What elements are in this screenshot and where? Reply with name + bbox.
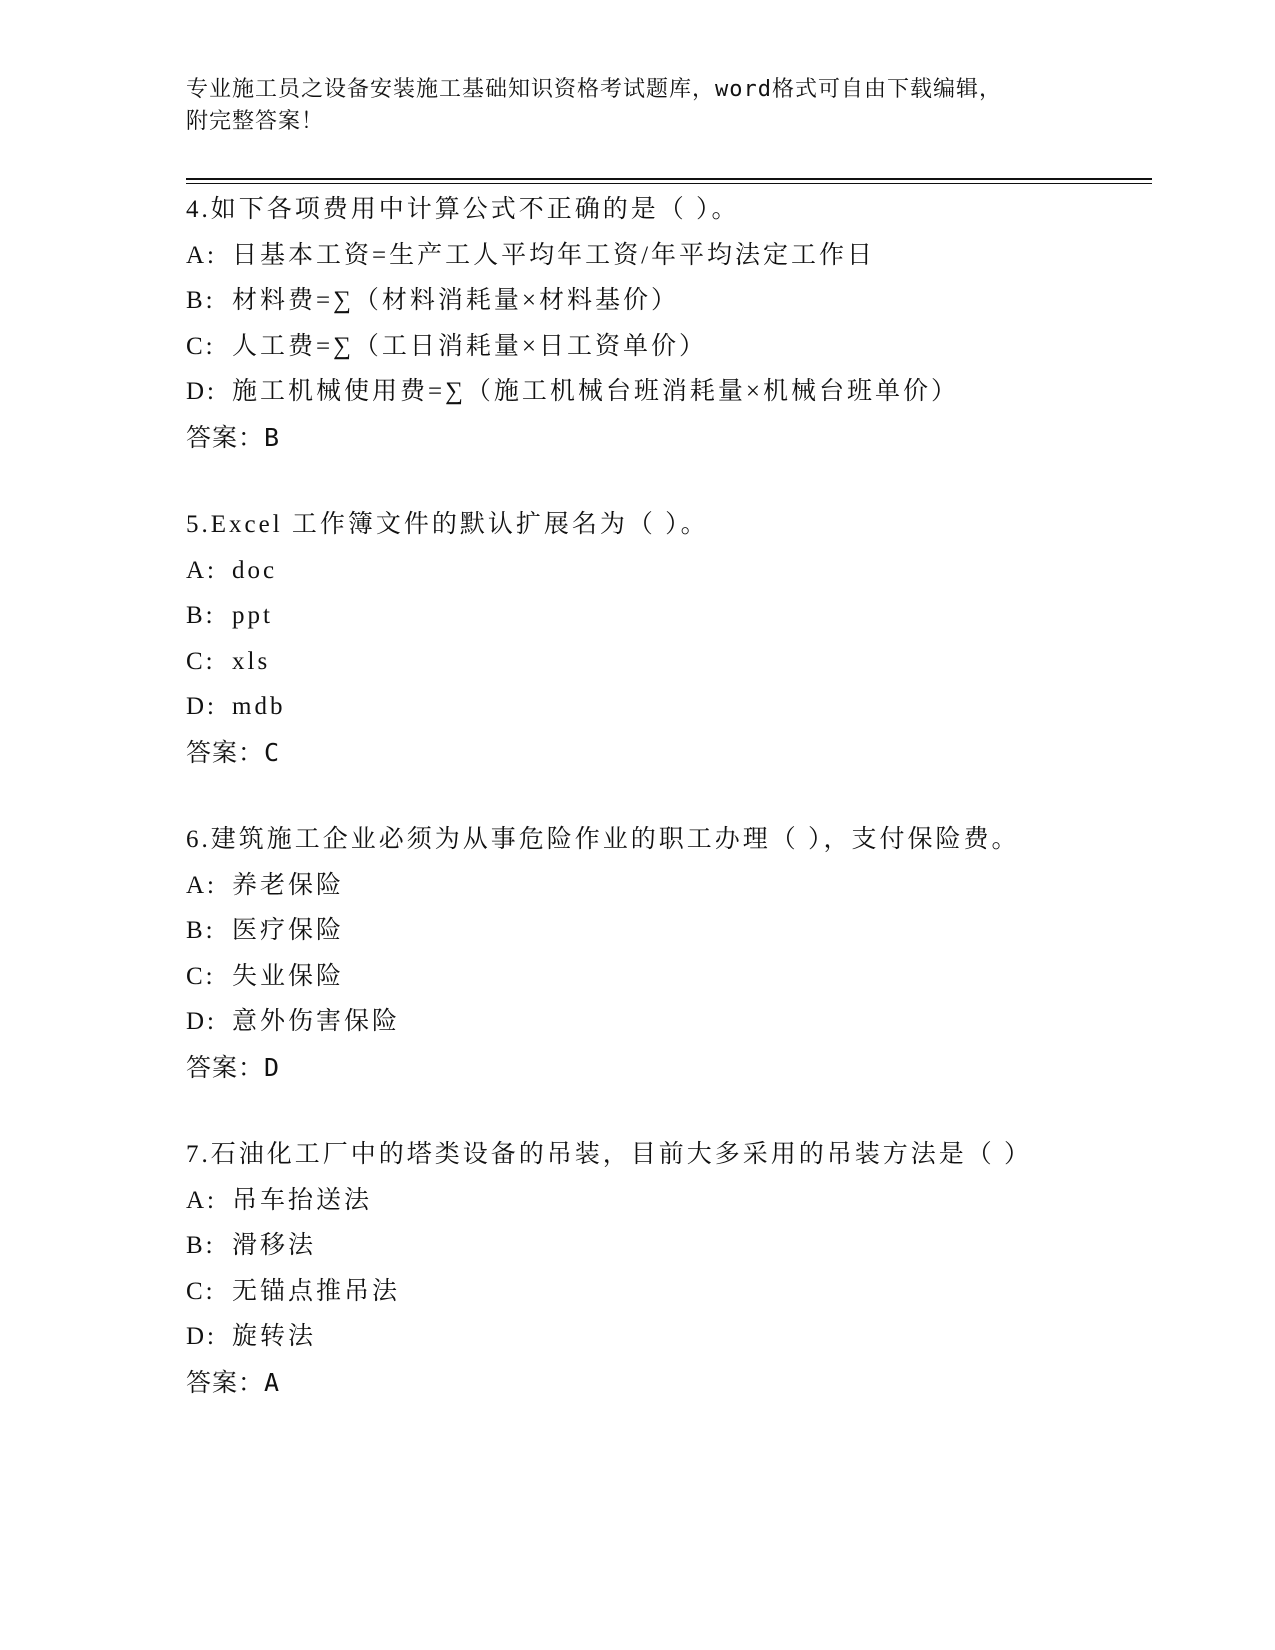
- question-stem: 4.如下各项费用中计算公式不正确的是（ ）。: [186, 196, 740, 223]
- option-c: [186, 639, 1152, 685]
- option-b: [186, 593, 1152, 639]
- option-text: 意外伤害保险: [232, 1008, 401, 1035]
- option-letter: A:: [186, 241, 217, 269]
- answer-line: 答案：C: [186, 737, 281, 767]
- option-d: [186, 999, 1152, 1045]
- option-b: [186, 1223, 1152, 1269]
- option-letter: D:: [186, 1008, 217, 1035]
- header-line-2: 附完整答案！: [186, 109, 325, 134]
- option-text: xls: [232, 647, 271, 675]
- option-text: 旋转法: [232, 1323, 317, 1350]
- question-stem: 6.建筑施工企业必须为从事危险作业的职工办理（ ），支付保险费。: [186, 826, 1020, 853]
- header-line-1: 专业施工员之设备安装施工基础知识资格考试题库，word格式可自由下载编辑，: [186, 77, 1002, 102]
- option-letter: C:: [186, 962, 216, 990]
- option-letter: D:: [186, 693, 217, 720]
- option-text: 养老保险: [232, 871, 345, 899]
- option-text: 无锚点推吊法: [232, 1277, 401, 1305]
- option-letter: D:: [186, 378, 217, 405]
- header-divider-thick: [186, 178, 1152, 180]
- option-text: mdb: [232, 693, 286, 720]
- question-block: [186, 187, 1152, 460]
- option-d: [186, 684, 1152, 730]
- option-b: [186, 278, 1152, 324]
- option-letter: D:: [186, 1323, 217, 1350]
- document-header: [186, 74, 1056, 138]
- option-letter: B:: [186, 287, 216, 314]
- option-d: [186, 369, 1152, 415]
- question-block: [186, 817, 1152, 1090]
- header-divider-thin: [186, 183, 1152, 184]
- option-a: [186, 1178, 1152, 1224]
- option-a: [186, 548, 1152, 594]
- option-text: ppt: [232, 602, 273, 629]
- answer-line: 答案：A: [186, 1367, 281, 1397]
- option-text: 人工费=∑（工日消耗量×日工资单价）: [232, 332, 708, 360]
- option-text: 吊车抬送法: [232, 1186, 373, 1214]
- question-stem: 5.Excel 工作簿文件的默认扩展名为（ ）。: [186, 511, 709, 538]
- answer-line: 答案：D: [186, 1052, 281, 1082]
- option-c: [186, 1269, 1152, 1315]
- option-b: [186, 908, 1152, 954]
- option-c: [186, 324, 1152, 370]
- answer-line: 答案：B: [186, 422, 281, 452]
- question-stem: 7.石油化工厂中的塔类设备的吊装，目前大多采用的吊装方法是（ ）: [186, 1141, 1033, 1168]
- option-letter: C:: [186, 647, 216, 675]
- option-letter: B:: [186, 917, 216, 944]
- option-text: 滑移法: [232, 1232, 317, 1259]
- option-d: [186, 1314, 1152, 1360]
- option-letter: A:: [186, 1186, 217, 1214]
- option-letter: B:: [186, 1232, 216, 1259]
- option-text: 失业保险: [232, 962, 345, 990]
- option-a: [186, 233, 1152, 279]
- option-letter: A:: [186, 556, 217, 584]
- option-text: 施工机械使用费=∑（施工机械台班消耗量×机械台班单价）: [232, 378, 960, 405]
- option-letter: C:: [186, 332, 216, 360]
- option-letter: B:: [186, 602, 216, 629]
- option-text: 材料费=∑（材料消耗量×材料基价）: [232, 287, 680, 314]
- option-text: 医疗保险: [232, 917, 345, 944]
- question-block: [186, 1132, 1152, 1405]
- option-text: doc: [232, 556, 278, 584]
- option-c: [186, 954, 1152, 1000]
- option-text: 日基本工资=生产工人平均年工资/年平均法定工作日: [232, 241, 876, 269]
- question-block: [186, 502, 1152, 775]
- option-a: [186, 863, 1152, 909]
- option-letter: C:: [186, 1277, 216, 1305]
- option-letter: A:: [186, 871, 217, 899]
